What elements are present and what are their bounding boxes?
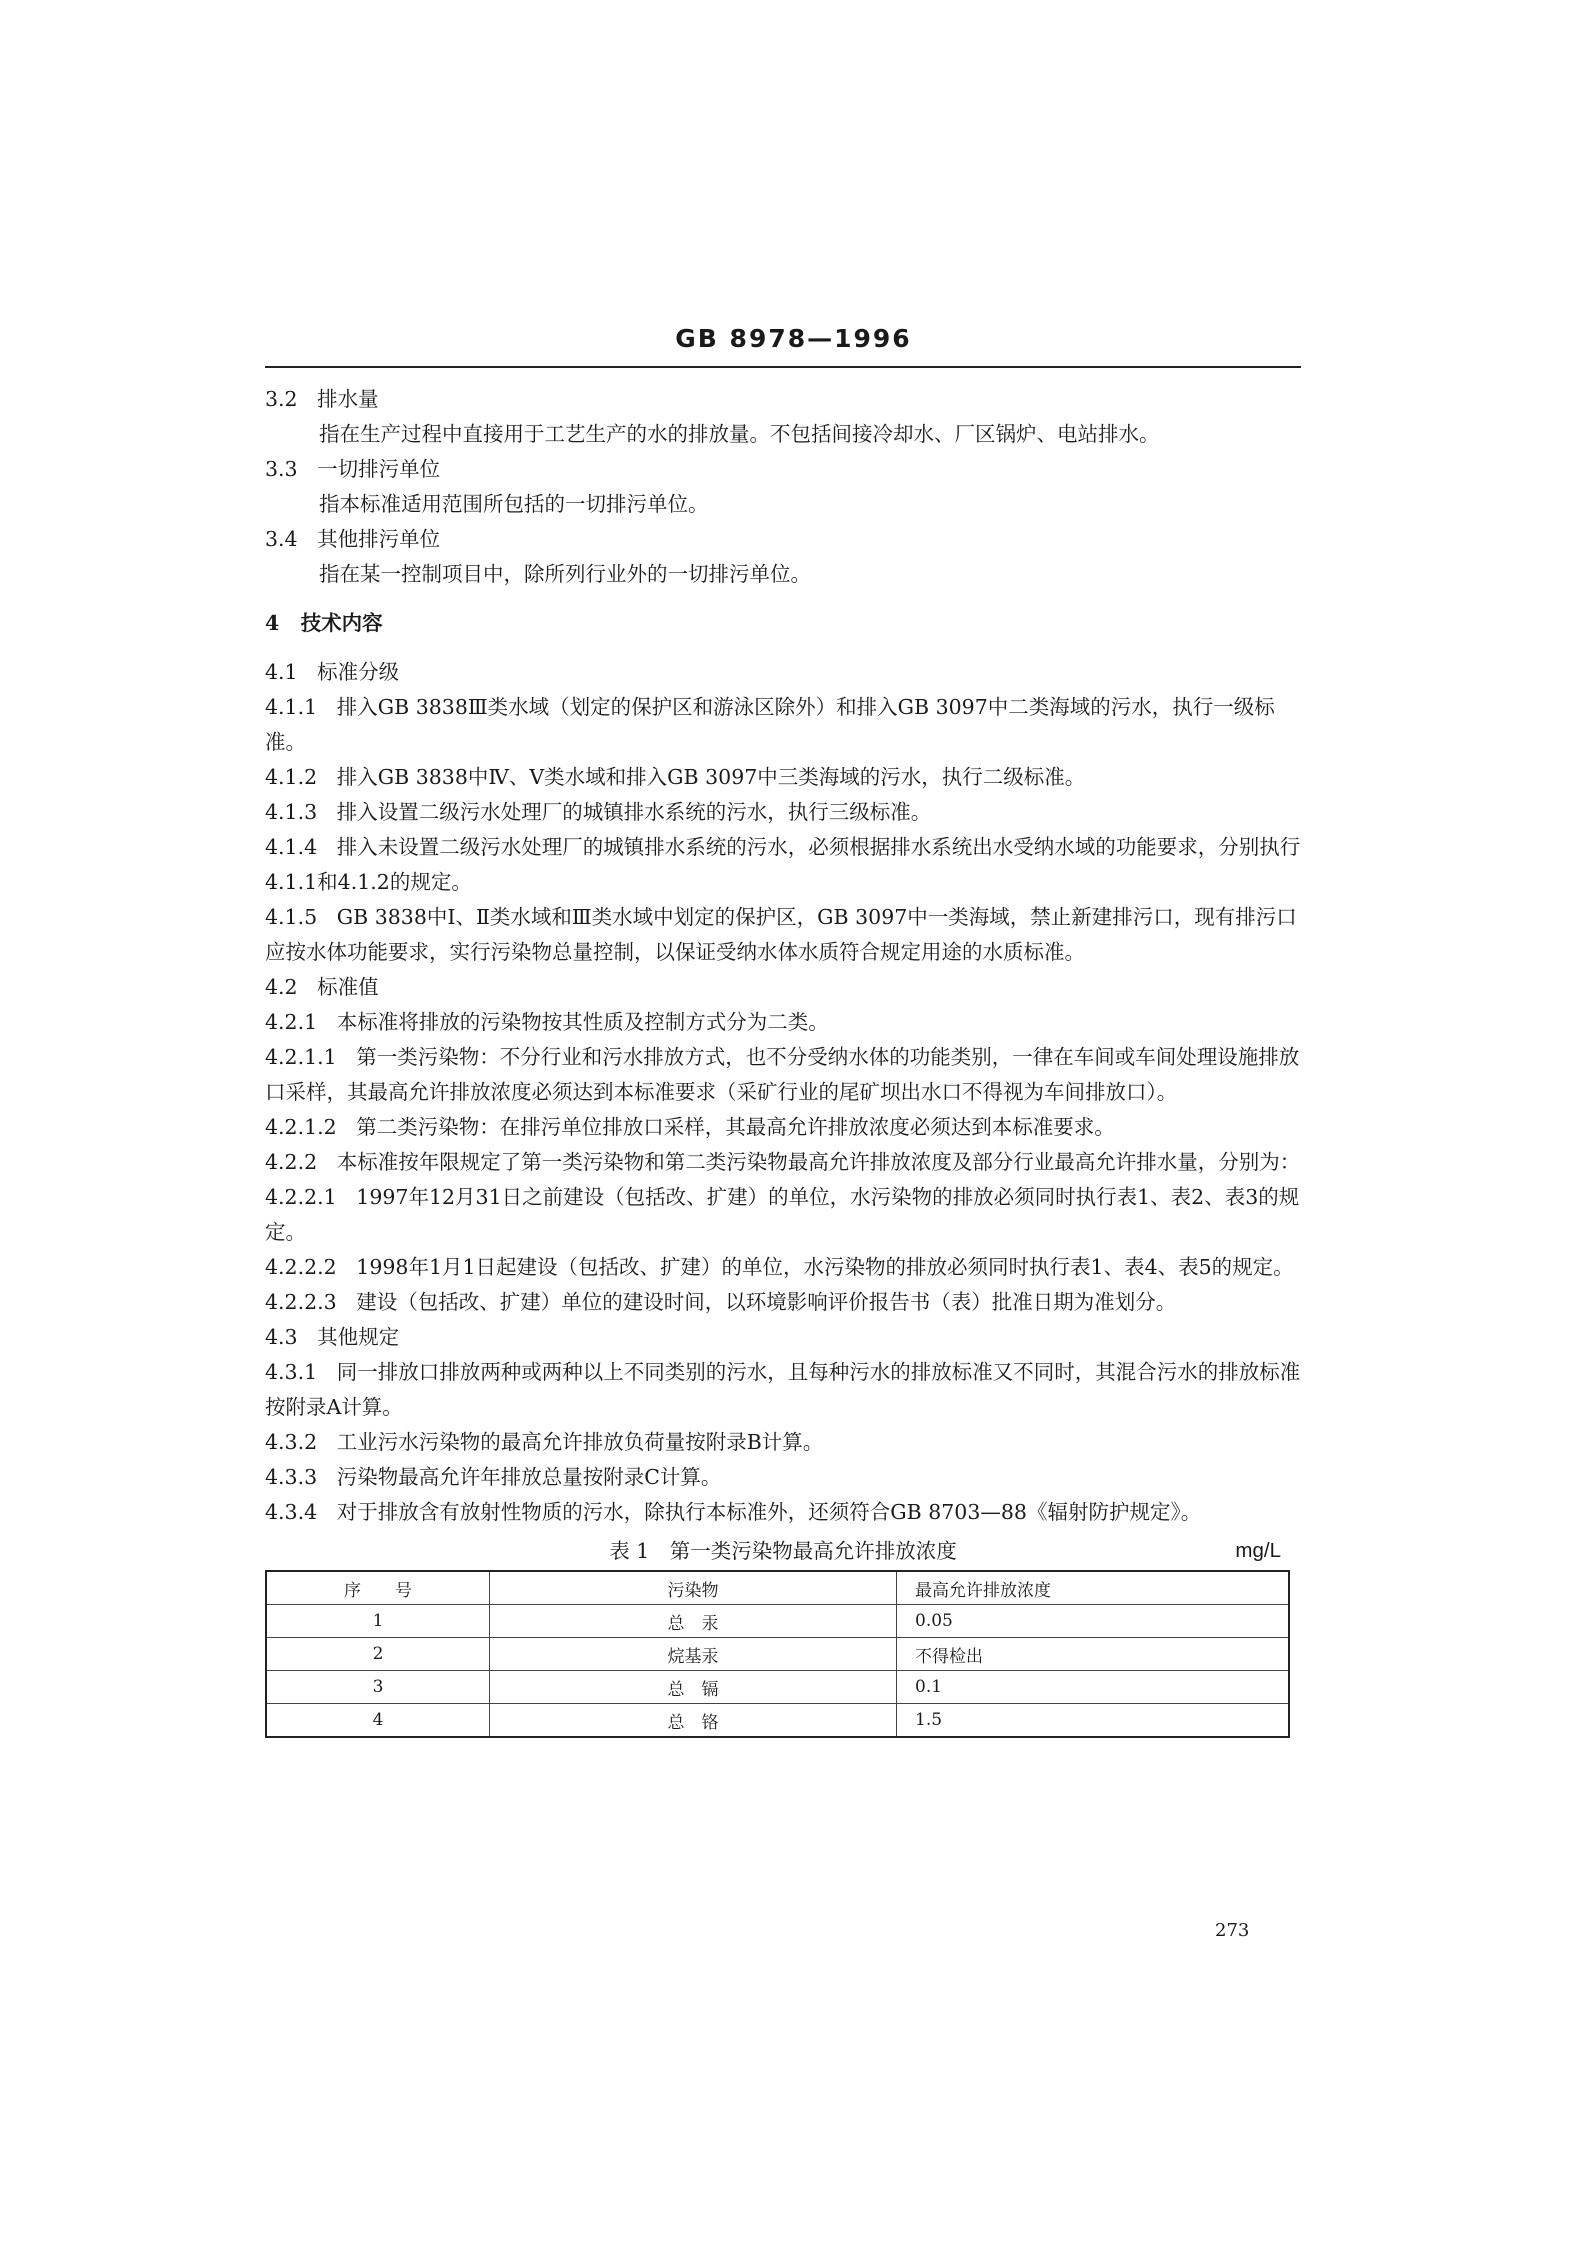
- document-body: [265, 382, 1301, 1738]
- clause-number: 4.2.2.1: [265, 1185, 337, 1209]
- chapter-title: 技术内容: [300, 611, 383, 635]
- clause-text: 工业污水污染物的最高允许排放负荷量按附录B计算。: [336, 1430, 824, 1454]
- clause: [265, 1110, 1301, 1145]
- clause-number: 4.3.4: [265, 1500, 318, 1524]
- clause: [265, 760, 1301, 795]
- clause: [265, 1355, 1301, 1425]
- table-cell: 总 汞: [490, 1605, 897, 1638]
- clause-text: 1997年12月31日之前建设（包括改、扩建）的单位，水污染物的排放必须同时执行表1、表2、表3的规定。: [265, 1185, 1300, 1244]
- table-cell: 2: [266, 1638, 490, 1671]
- table-cell: 不得检出: [897, 1638, 1290, 1671]
- clause-text: 第二类污染物：在排污单位排放口采样，其最高允许排放浓度必须达到本标准要求。: [356, 1115, 1115, 1139]
- column-header: 序 号: [266, 1571, 490, 1605]
- clause: [265, 1040, 1301, 1110]
- clause-number: 4.2: [265, 975, 298, 999]
- table-caption: 表 1 第一类污染物最高允许排放浓度: [609, 1539, 957, 1563]
- table-row: [266, 1605, 1289, 1638]
- column-header: 最高允许排放浓度: [897, 1571, 1290, 1605]
- clause-text: 排入未设置二级污水处理厂的城镇排水系统的污水，必须根据排水系统出水受纳水域的功能要求，分别执行4.1.1和4.1.2的规定。: [265, 835, 1301, 894]
- section-title: 排水量: [317, 387, 379, 411]
- table-cell: 总 铬: [490, 1704, 897, 1738]
- table-row: [266, 1671, 1289, 1704]
- clause: [265, 970, 1301, 1005]
- section-number: 3.3: [265, 457, 298, 481]
- table-header-row: [266, 1571, 1289, 1605]
- clause-number: 4.3.1: [265, 1360, 318, 1384]
- section-text: 指在生产过程中直接用于工艺生产的水的排放量。不包括间接冷却水、厂区锅炉、电站排水。: [319, 422, 1160, 446]
- section-heading: [265, 382, 1301, 417]
- clause-number: 4.1.4: [265, 835, 318, 859]
- table-row: [266, 1704, 1289, 1738]
- clause-text: 排入设置二级污水处理厂的城镇排水系统的污水，执行三级标准。: [336, 800, 932, 824]
- clause: [265, 1495, 1301, 1530]
- clause-number: 4.1.5: [265, 905, 318, 929]
- clause: [265, 900, 1301, 970]
- table-unit: mg/L: [1235, 1539, 1281, 1562]
- clause-number: 4.1.3: [265, 800, 318, 824]
- clause-text: 标准分级: [317, 660, 400, 684]
- chapter-number: 4: [265, 611, 280, 635]
- clause-number: 4.2.1.2: [265, 1115, 337, 1139]
- clause-number: 4.2.2.2: [265, 1255, 337, 1279]
- table-cell: 1: [266, 1605, 490, 1638]
- clause-number: 4.3: [265, 1325, 298, 1349]
- table-cell: 3: [266, 1671, 490, 1704]
- clause: [265, 1285, 1301, 1320]
- table-cell: 1.5: [897, 1704, 1290, 1738]
- clause: [265, 1180, 1301, 1250]
- clause: [265, 1320, 1301, 1355]
- section-number: 3.2: [265, 387, 298, 411]
- clause-number: 4.3.2: [265, 1430, 318, 1454]
- table-cell: 0.05: [897, 1605, 1290, 1638]
- clause-text: 标准值: [317, 975, 379, 999]
- header-rule: [265, 366, 1301, 368]
- clause: [265, 655, 1301, 690]
- clause-text: 第一类污染物：不分行业和污水排放方式，也不分受纳水体的功能类别，一律在车间或车间处理设施排放口采样，其最高允许排放浓度必须达到本标准要求（采矿行业的尾矿坝出水口不得视为车间排放口）。: [265, 1045, 1300, 1104]
- clause-text: 建设（包括改、扩建）单位的建设时间，以环境影响评价报告书（表）批准日期为准划分。: [356, 1290, 1177, 1314]
- clause: [265, 1425, 1301, 1460]
- page-number: 273: [1215, 1920, 1250, 1941]
- clause-text: 同一排放口排放两种或两种以上不同类别的污水，且每种污水的排放标准又不同时，其混合污水的排放标准按附录A计算。: [265, 1360, 1301, 1419]
- column-header: 污染物: [490, 1571, 897, 1605]
- table-cell: 0.1: [897, 1671, 1290, 1704]
- clause: [265, 690, 1301, 760]
- clause-number: 4.2.1.1: [265, 1045, 337, 1069]
- section-title: 一切排污单位: [317, 457, 441, 481]
- section-text: 指在某一控制项目中，除所列行业外的一切排污单位。: [319, 562, 811, 586]
- document-header: GB 8978—1996: [675, 324, 912, 353]
- clause-number: 4.1: [265, 660, 298, 684]
- table-caption-row: [265, 1532, 1301, 1570]
- clause: [265, 1250, 1301, 1285]
- clause-text: 本标准将排放的污染物按其性质及控制方式分为二类。: [336, 1010, 829, 1034]
- clause-number: 4.2.1: [265, 1010, 318, 1034]
- section-text: 指本标准适用范围所包括的一切排污单位。: [319, 492, 709, 516]
- section-heading: [265, 452, 1301, 487]
- clause: [265, 830, 1301, 900]
- section-title: 其他排污单位: [317, 527, 441, 551]
- clause: [265, 1145, 1301, 1180]
- clause-text: 本标准按年限规定了第一类污染物和第二类污染物最高允许排放浓度及部分行业最高允许排水量，分别为：: [336, 1150, 1301, 1174]
- clause-number: 4.2.2.3: [265, 1290, 337, 1314]
- section-heading: [265, 522, 1301, 557]
- clause-number: 4.2.2: [265, 1150, 318, 1174]
- clause-text: 对于排放含有放射性物质的污水，除执行本标准外，还须符合GB 8703—88《辐射防护规定》。: [336, 1500, 1202, 1524]
- clause: [265, 795, 1301, 830]
- clause: [265, 1460, 1301, 1495]
- clause-number: 4.1.2: [265, 765, 318, 789]
- clause-text: 污染物最高允许年排放总量按附录C计算。: [336, 1465, 722, 1489]
- clause-text: 排入GB 3838中Ⅳ、Ⅴ类水域和排入GB 3097中三类海域的污水，执行二级标准。: [336, 765, 1086, 789]
- clause-number: 4.3.3: [265, 1465, 318, 1489]
- clause-text: 1998年1月1日起建设（包括改、扩建）的单位，水污染物的排放必须同时执行表1、表4、表5的规定。: [356, 1255, 1294, 1279]
- clause-number: 4.1.1: [265, 695, 318, 719]
- table-cell: 总 镉: [490, 1671, 897, 1704]
- clause-text: 其他规定: [317, 1325, 400, 1349]
- clause-text: GB 3838中Ⅰ、Ⅱ类水域和Ⅲ类水域中划定的保护区，GB 3097中一类海域，禁止新建排污口，现有排污口应按水体功能要求，实行污染物总量控制，以保证受纳水体水质符合规定用途的水质标准。: [265, 905, 1297, 964]
- clause: [265, 1005, 1301, 1040]
- table-cell: 4: [266, 1704, 490, 1738]
- pollutant-table: [265, 1570, 1290, 1738]
- chapter-heading: [265, 606, 1301, 641]
- section-number: 3.4: [265, 527, 298, 551]
- clause-text: 排入GB 3838Ⅲ类水域（划定的保护区和游泳区除外）和排入GB 3097中二类海域的污水，执行一级标准。: [265, 695, 1275, 754]
- table-cell: 烷基汞: [490, 1638, 897, 1671]
- table-row: [266, 1638, 1289, 1671]
